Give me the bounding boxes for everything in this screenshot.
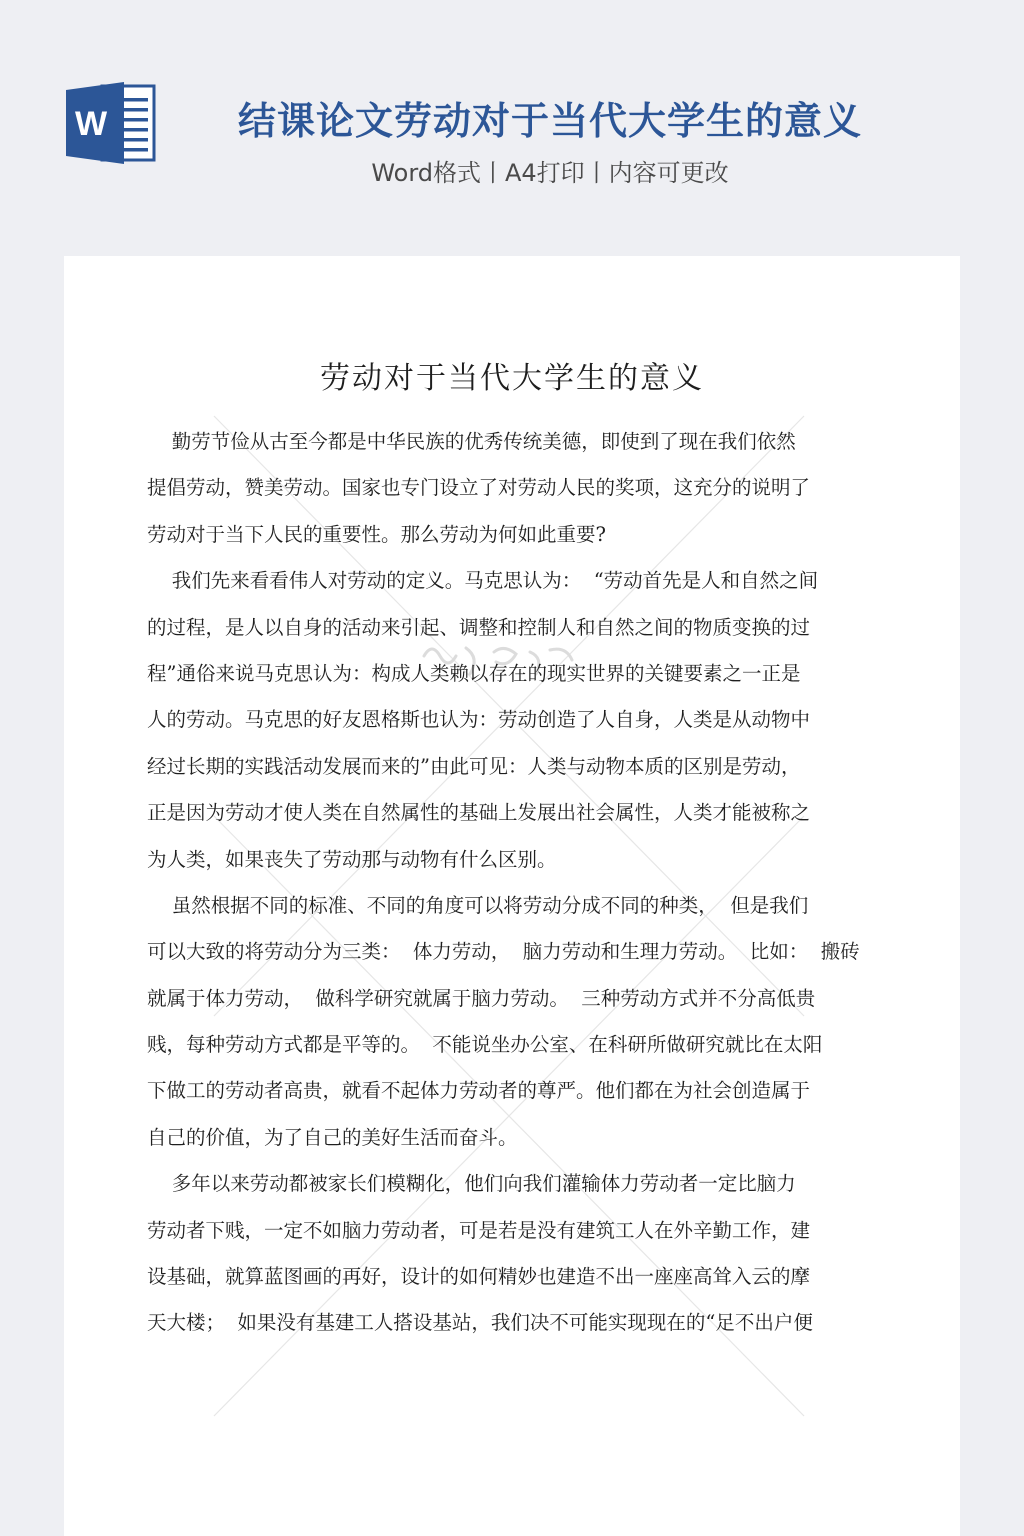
body-line: 人的劳动。马克思的好友恩格斯也认为：劳动创造了人自身，人类是从动物中 xyxy=(147,708,811,732)
body-line: 自己的价值，为了自己的美好生活而奋斗。 xyxy=(147,1125,518,1149)
body-line: 虽然根据不同的标准、不同的角度可以将劳动分成不同的种类， 但是我们 xyxy=(147,893,809,917)
body-line: 劳动者下贱，一定不如脑力劳动者，可是若是没有建筑工人在外辛勤工作，建 xyxy=(147,1218,811,1242)
body-line: 可以大致的将劳动分为三类： 体力劳动， 脑力劳动和生理力劳动。 比如： 搬砖 xyxy=(147,940,860,964)
body-line: 为人类，如果丧失了劳动那与动物有什么区别。 xyxy=(147,847,557,871)
body-line: 经过长期的实践活动发展而来的”由此可见：人类与动物本质的区别是劳动， xyxy=(147,754,801,778)
body-line: 我们先来看看伟人对劳动的定义。马克思认为： “劳动首先是人和自然之间 xyxy=(147,569,819,593)
body-line: 就属于体力劳动， 做科学研究就属于脑力劳动。 三种劳动方式并不分高低贵 xyxy=(147,986,816,1010)
document-body xyxy=(147,419,875,1347)
body-line: 正是因为劳动才使人类在自然属性的基础上发展出社会属性，人类才能被称之 xyxy=(147,801,811,825)
banner-title: 结课论文劳动对于当代大学生的意义 xyxy=(237,99,862,143)
body-line: 程”通俗来说马克思认为：构成人类赖以存在的现实世界的关键要素之一正是 xyxy=(147,661,801,685)
word-document-icon xyxy=(66,82,156,164)
body-line: 设基础，就算蓝图画的再好，设计的如何精妙也建造不出一座座高耸入云的摩 xyxy=(147,1265,811,1289)
body-line: 劳动对于当下人民的重要性。那么劳动为何如此重要? xyxy=(147,522,606,546)
document-title: 劳动对于当代大学生的意义 xyxy=(320,361,704,396)
body-line: 下做工的劳动者高贵，就看不起体力劳动者的尊严。他们都在为社会创造属于 xyxy=(147,1079,811,1103)
banner-subtitle: Word格式丨A4打印丨内容可更改 xyxy=(371,159,729,187)
body-line: 的过程，是人以自身的活动来引起、调整和控制人和自然之间的物质变换的过 xyxy=(147,615,811,639)
body-line: 贱，每种劳动方式都是平等的。 不能说坐办公室、在科研所做研究就比在太阳 xyxy=(147,1033,823,1057)
body-line: 提倡劳动，赞美劳动。国家也专门设立了对劳动人民的奖项，这充分的说明了 xyxy=(147,476,811,500)
banner xyxy=(0,0,1024,256)
body-line: 多年以来劳动都被家长们模糊化，他们向我们灌输体力劳动者一定比脑力 xyxy=(147,1172,796,1196)
body-line: 天大楼； 如果没有基建工人搭设基站，我们决不可能实现现在的“足不出户便 xyxy=(147,1311,813,1335)
word-icon-letter: W xyxy=(74,105,108,143)
body-line: 勤劳节俭从古至今都是中华民族的优秀传统美德，即使到了现在我们依然 xyxy=(147,430,796,453)
document-page xyxy=(64,256,960,1536)
